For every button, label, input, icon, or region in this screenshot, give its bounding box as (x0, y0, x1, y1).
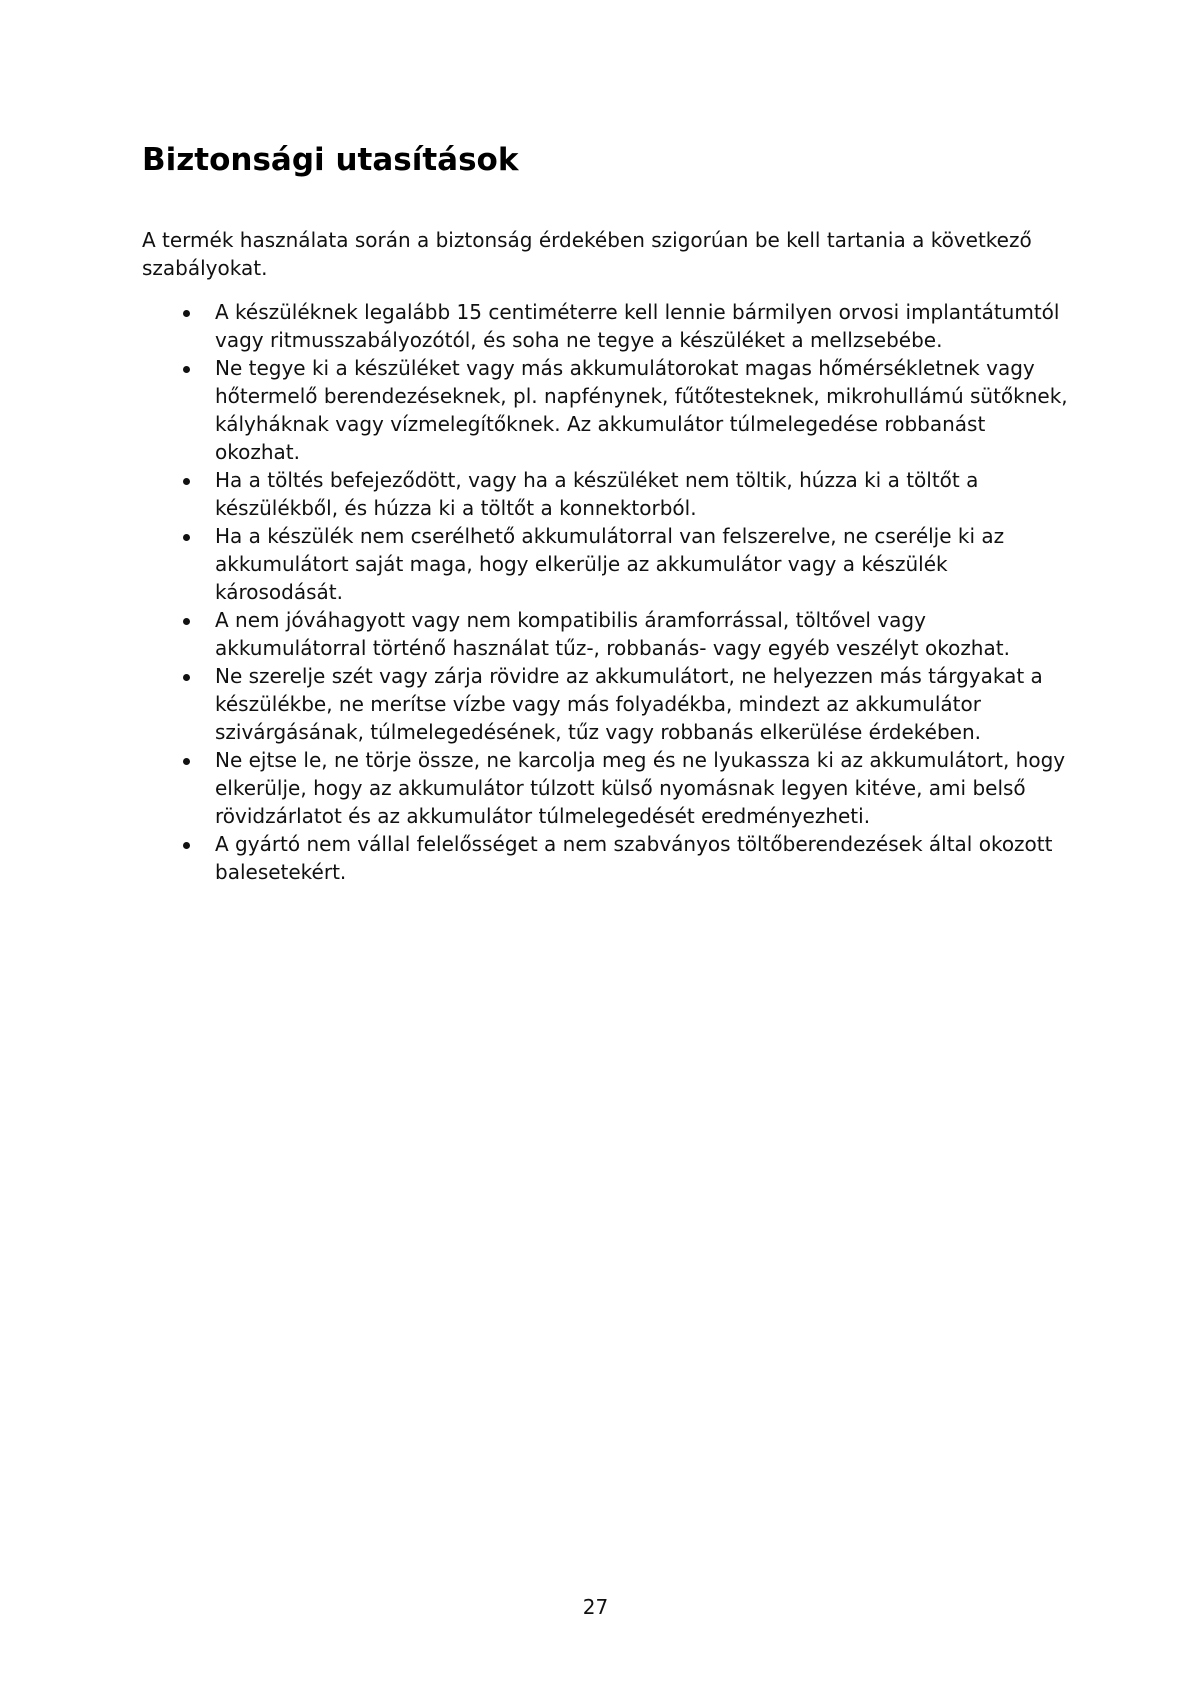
intro-paragraph: A termék használata során a biztonság érdekében szigorúan be kell tartania a következő szabályokat. (142, 228, 1032, 280)
list-item (142, 466, 1072, 522)
bullet-icon (183, 758, 190, 765)
list-item-text: Ne ejtse le, ne törje össze, ne karcolja meg és ne lyukassza ki az akkumulátort, hogy elkerülje, hogy az akkumulátor túlzott külső nyomásnak legyen kitéve, ami belső rövidzárlatot és az akkumulátor túlmelegedését eredményezheti. (215, 748, 1066, 828)
bullet-icon (183, 618, 190, 625)
list-item (142, 522, 1072, 606)
bullet-icon (183, 842, 190, 849)
list-item-text: A gyártó nem vállal felelősséget a nem szabványos töltőberendezések által okozott balesetekért. (215, 832, 1053, 884)
bullet-icon (183, 310, 190, 317)
list-item-text: Ne tegye ki a készüléket vagy más akkumulátorokat magas hőmérsékletnek vagy hőtermelő berendezéseknek, pl. napfénynek, fűtőtesteknek, mikrohullámú sütőknek, kályháknak vagy vízmelegítőknek. Az akkumulátor túlmelegedése robbanást okozhat. (215, 356, 1068, 464)
list-item-text: Ha a készülék nem cserélhető akkumulátorral van felszerelve, ne cserélje ki az akkumulátort saját maga, hogy elkerülje az akkumulátor vagy a készülék károsodását. (215, 524, 1005, 604)
bullet-icon (183, 478, 190, 485)
bullet-icon (183, 534, 190, 541)
list-item-text: Ha a töltés befejeződött, vagy ha a készüléket nem töltik, húzza ki a töltőt a készülékből, és húzza ki a töltőt a konnektorból. (215, 468, 979, 520)
list-item (142, 606, 1072, 662)
list-item (142, 298, 1072, 354)
page-title: Biztonsági utasítások (142, 142, 519, 178)
safety-rules-list (142, 298, 1072, 886)
list-item (142, 830, 1072, 886)
list-item-text: A nem jóváhagyott vagy nem kompatibilis áramforrással, töltővel vagy akkumulátorral történő használat tűz-, robbanás- vagy egyéb veszélyt okozhat. (215, 608, 1010, 660)
list-item-text: A készüléknek legalább 15 centiméterre kell lennie bármilyen orvosi implantátumtól vagy ritmusszabályozótól, és soha ne tegye a készüléket a mellzsebébe. (215, 300, 1060, 352)
bullet-icon (183, 674, 190, 681)
list-item (142, 354, 1072, 466)
list-item (142, 746, 1072, 830)
list-item (142, 662, 1072, 746)
list-item-text: Ne szerelje szét vagy zárja rövidre az akkumulátort, ne helyezzen más tárgyakat a készülékbe, ne merítse vízbe vagy más folyadékba, mindezt az akkumulátor szivárgásának, túlmelegedésének, tűz vagy robbanás elkerülése érdekében. (215, 664, 1043, 744)
page-number: 27 (582, 1595, 609, 1619)
bullet-icon (183, 366, 190, 373)
